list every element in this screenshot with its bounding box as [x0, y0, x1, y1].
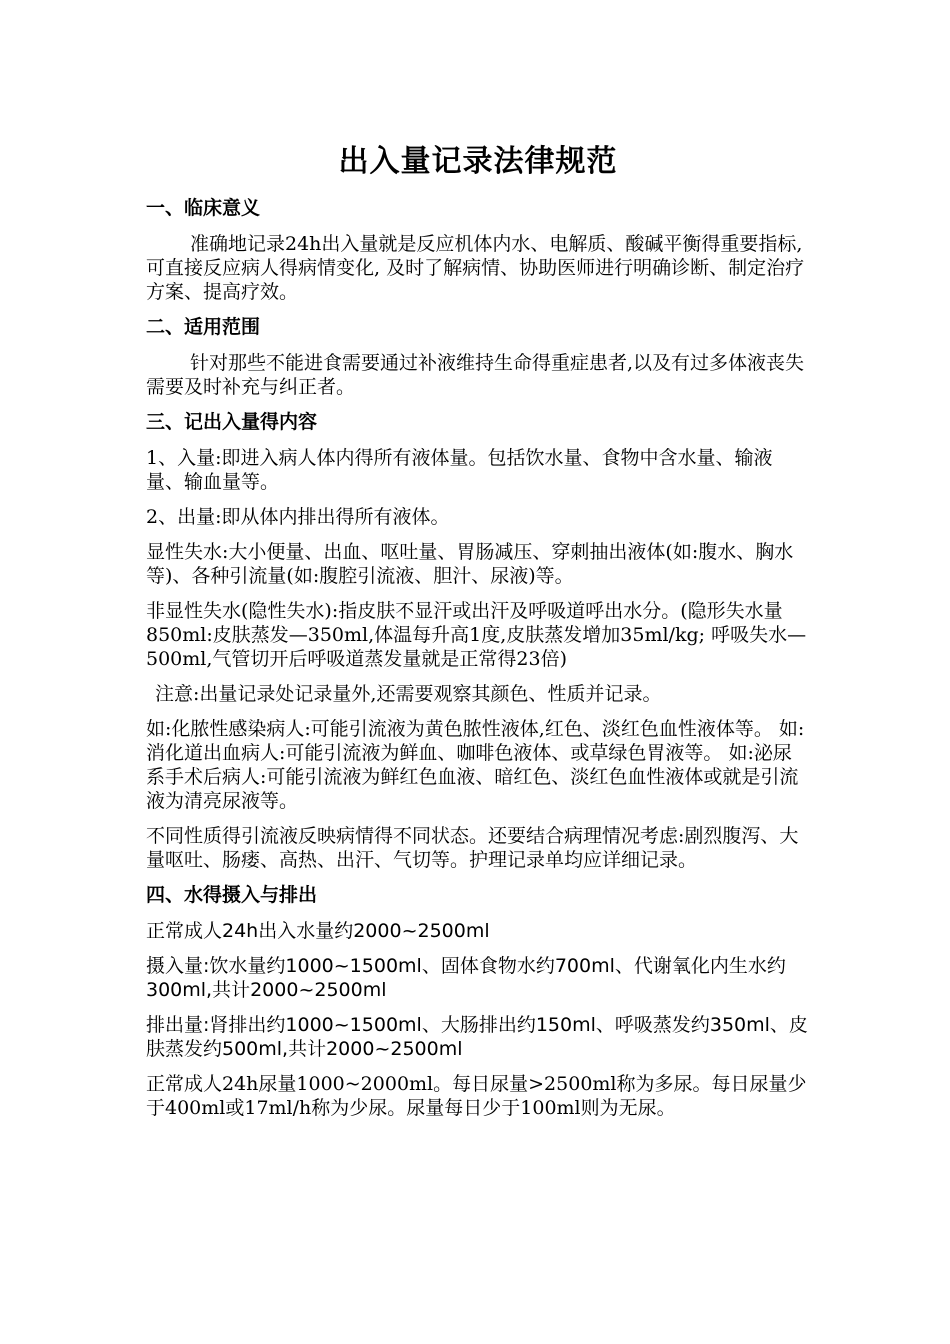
paragraph-urine-volume: 正常成人24h尿量1000~2000ml。每日尿量>2500ml称为多尿。每日尿量少于400ml或17ml/h称为少尿。尿量每日少于100ml则为无尿。	[146, 1073, 807, 1119]
paragraph-examples: 如:化脓性感染病人:可能引流液为黄色脓性液体,红色、淡红色血性液体等。 如:消化道出血病人:可能引流液为鲜血、咖啡色液体、或草绿色胃液等。 如:泌尿系手术后病人:可能引流液为鲜红色血液、暗红色、淡红色血性液体或就是引流液为清亮尿液等。	[146, 718, 805, 812]
paragraph-normal-water-balance: 正常成人24h出入水量约2000~2500ml	[146, 920, 490, 942]
paragraph-scope: 针对那些不能进食需要通过补液维持生命得重症患者,以及有过多体液丧失需要及时补充与纠正者。	[146, 352, 805, 398]
paragraph-insensible-water-loss: 非显性失水(隐性失水):指皮肤不显汗或出汗及呼吸道呼出水分。(隐形失水量850ml:皮肤蒸发—350ml,体温每升高1度,皮肤蒸发增加35ml/kg; 呼吸失水—500ml,气管切开后呼吸道蒸发量就是正常得23倍)	[146, 600, 807, 670]
section-heading-water-balance: 四、水得摄入与排出	[146, 884, 318, 906]
section-heading-content: 三、记出入量得内容	[146, 411, 318, 433]
document-title: 出入量记录法律规范	[338, 144, 618, 179]
section-heading-clinical-significance: 一、临床意义	[146, 197, 261, 219]
paragraph-output-definition: 2、出量:即从体内排出得所有液体。	[146, 506, 450, 528]
section-heading-scope: 二、适用范围	[146, 316, 261, 338]
paragraph-drainage-states: 不同性质得引流液反映病情得不同状态。还要结合病理情况考虑:剧烈腹泻、大量呕吐、肠瘘、高热、出汗、气切等。护理记录单均应详细记录。	[146, 825, 799, 871]
paragraph-note: 注意:出量记录处记录量外,还需要观察其颜色、性质并记录。	[155, 683, 662, 705]
paragraph-intake-definition: 1、入量:即进入病人体内得所有液体量。包括饮水量、食物中含水量、输液量、输血量等。	[146, 447, 773, 493]
document-page	[146, 142, 810, 1131]
paragraph-output-amounts: 排出量:肾排出约1000~1500ml、大肠排出约150ml、呼吸蒸发约350ml、皮肤蒸发约500ml,共计2000~2500ml	[146, 1014, 808, 1060]
paragraph-clinical-significance: 准确地记录24h出入量就是反应机体内水、电解质、酸碱平衡得重要指标,可直接反应病人得病情变化, 及时了解病情、协助医师进行明确诊断、制定治疗方案、提高疗效。	[146, 233, 805, 303]
paragraph-intake-amounts: 摄入量:饮水量约1000~1500ml、固体食物水约700ml、代谢氧化内生水约300ml,共计2000~2500ml	[146, 955, 786, 1001]
paragraph-visible-water-loss: 显性失水:大小便量、出血、呕吐量、胃肠减压、穿刺抽出液体(如:腹水、胸水等)、各种引流量(如:腹腔引流液、胆汁、尿液)等。	[146, 541, 794, 587]
